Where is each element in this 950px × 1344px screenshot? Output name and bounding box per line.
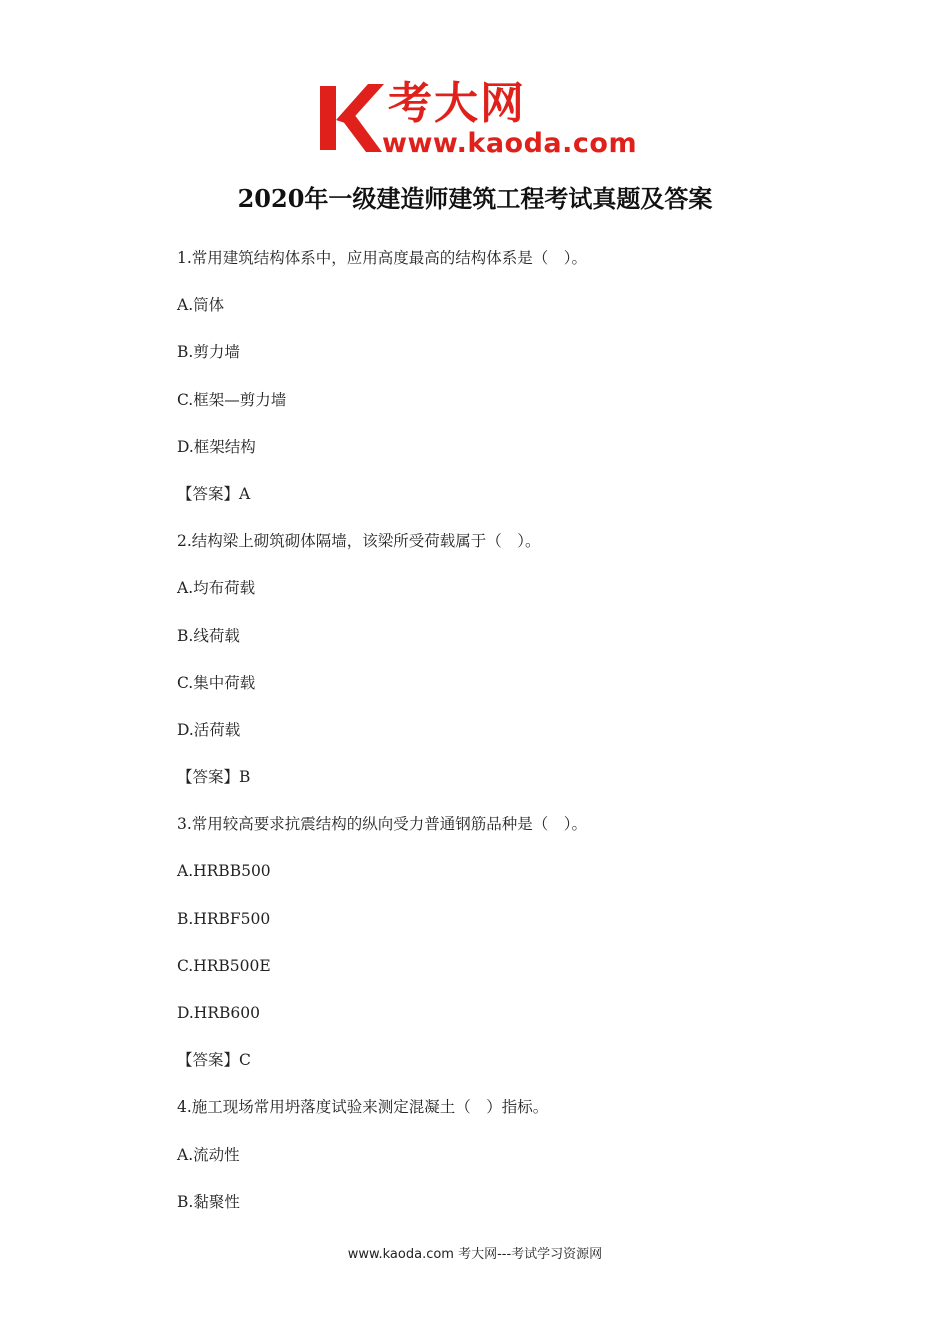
question-line: 2.结构梁上砌筑砌体隔墙，该梁所受荷载属于（ ）。: [177, 532, 541, 551]
logo-name: 考大网: [388, 78, 526, 129]
option-line: B.剪力墙: [177, 343, 240, 362]
question-list: [177, 245, 877, 1236]
answer-line: 【答案】B: [177, 768, 251, 787]
page-title: 2020年一级建造师建筑工程考试真题及答案: [237, 184, 713, 213]
option-line: D.HRB600: [177, 1004, 260, 1022]
question-line: 1.常用建筑结构体系中，应用高度最高的结构体系是（ ）。: [177, 249, 588, 267]
logo-url: www.kaoda.com: [382, 128, 638, 159]
option-line: C.集中荷载: [177, 673, 256, 692]
option-line: C.框架—剪力墙: [177, 390, 287, 409]
option-line: B.黏聚性: [177, 1192, 240, 1211]
kaoda-logo: [318, 78, 638, 160]
answer-line: 【答案】C: [177, 1051, 251, 1070]
question-line: 4.施工现场常用坍落度试验来测定混凝土（ ）指标。: [177, 1098, 549, 1117]
answer-line: 【答案】A: [177, 484, 251, 503]
option-line: A.流动性: [177, 1145, 240, 1164]
option-line: A.筒体: [177, 296, 225, 315]
question-line: 3.常用较高要求抗震结构的纵向受力普通钢筋品种是（ ）。: [177, 815, 588, 834]
option-line: B.线荷载: [177, 626, 240, 645]
k-logo-icon: [318, 80, 384, 154]
option-line: B.HRBF500: [177, 909, 271, 928]
option-line: C.HRB500E: [177, 956, 271, 975]
page-footer[interactable]: www.kaoda.com 考大网---考试学习资源网: [347, 1247, 603, 1262]
option-line: D.活荷载: [177, 720, 241, 739]
option-line: A.HRBB500: [177, 862, 271, 881]
option-line: D.框架结构: [177, 437, 256, 456]
option-line: A.均布荷载: [177, 579, 256, 598]
